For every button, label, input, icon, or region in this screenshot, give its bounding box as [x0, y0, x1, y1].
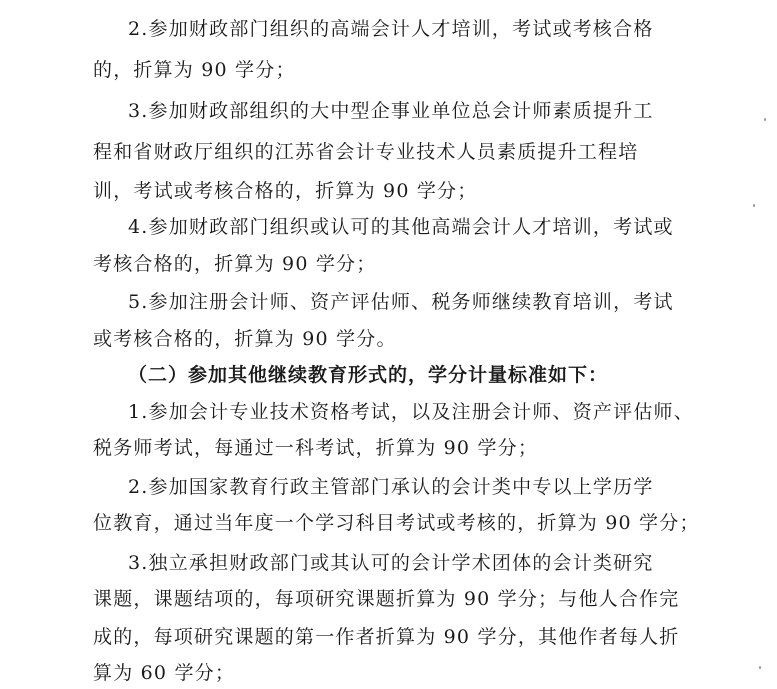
scan-speck	[753, 204, 755, 207]
paragraph-4-line-2: 或考核合格的，折算为 90 学分。	[93, 328, 397, 350]
paragraph-7-line-3: 成的，每项研究课题的第一作者折算为 90 学分，其他作者每人折	[93, 626, 680, 648]
paragraph-3-line-2: 考核合格的，折算为 90 学分；	[93, 253, 377, 275]
paragraph-2-line-3: 训，考试或考核合格的，折算为 90 学分；	[93, 180, 478, 202]
paragraph-7-line-4: 算为 60 学分；	[93, 662, 236, 684]
paragraph-5-line-2: 税务师考试，每通过一科考试，折算为 90 学分；	[93, 437, 539, 459]
paragraph-1-line-2: 的，折算为 90 学分；	[93, 59, 296, 81]
scan-speck	[764, 118, 766, 121]
paragraph-6-line-1: 2.参加国家教育行政主管部门承认的会计类中专以上学历学	[128, 476, 654, 498]
paragraph-2-line-1: 3.参加财政部组织的大中型企事业单位总会计师素质提升工	[128, 100, 654, 122]
section-heading: （二）参加其他继续教育形式的，学分计量标准如下：	[128, 364, 609, 386]
scan-speck	[759, 666, 761, 669]
paragraph-5-line-1: 1.参加会计专业技术资格考试，以及注册会计师、资产评估师、	[128, 401, 694, 423]
paragraph-6-line-2: 位教育，通过当年度一个学习科目考试或考核的，折算为 90 学分；	[93, 512, 700, 534]
paragraph-1-line-1: 2.参加财政部门组织的高端会计人才培训，考试或考核合格	[128, 18, 654, 40]
paragraph-7-line-2: 课题，课题结项的，每项研究课题折算为 90 学分；与他人合作完	[93, 588, 680, 610]
paragraph-3-line-1: 4.参加财政部门组织或认可的其他高端会计人才培训，考试或	[128, 216, 674, 238]
paragraph-7-line-1: 3.独立承担财政部门或其认可的会计学术团体的会计类研究	[128, 552, 654, 574]
paragraph-4-line-1: 5.参加注册会计师、资产评估师、税务师继续教育培训，考试	[128, 291, 674, 313]
paragraph-2-line-2: 程和省财政厅组织的江苏省会计专业技术人员素质提升工程培	[93, 141, 639, 163]
